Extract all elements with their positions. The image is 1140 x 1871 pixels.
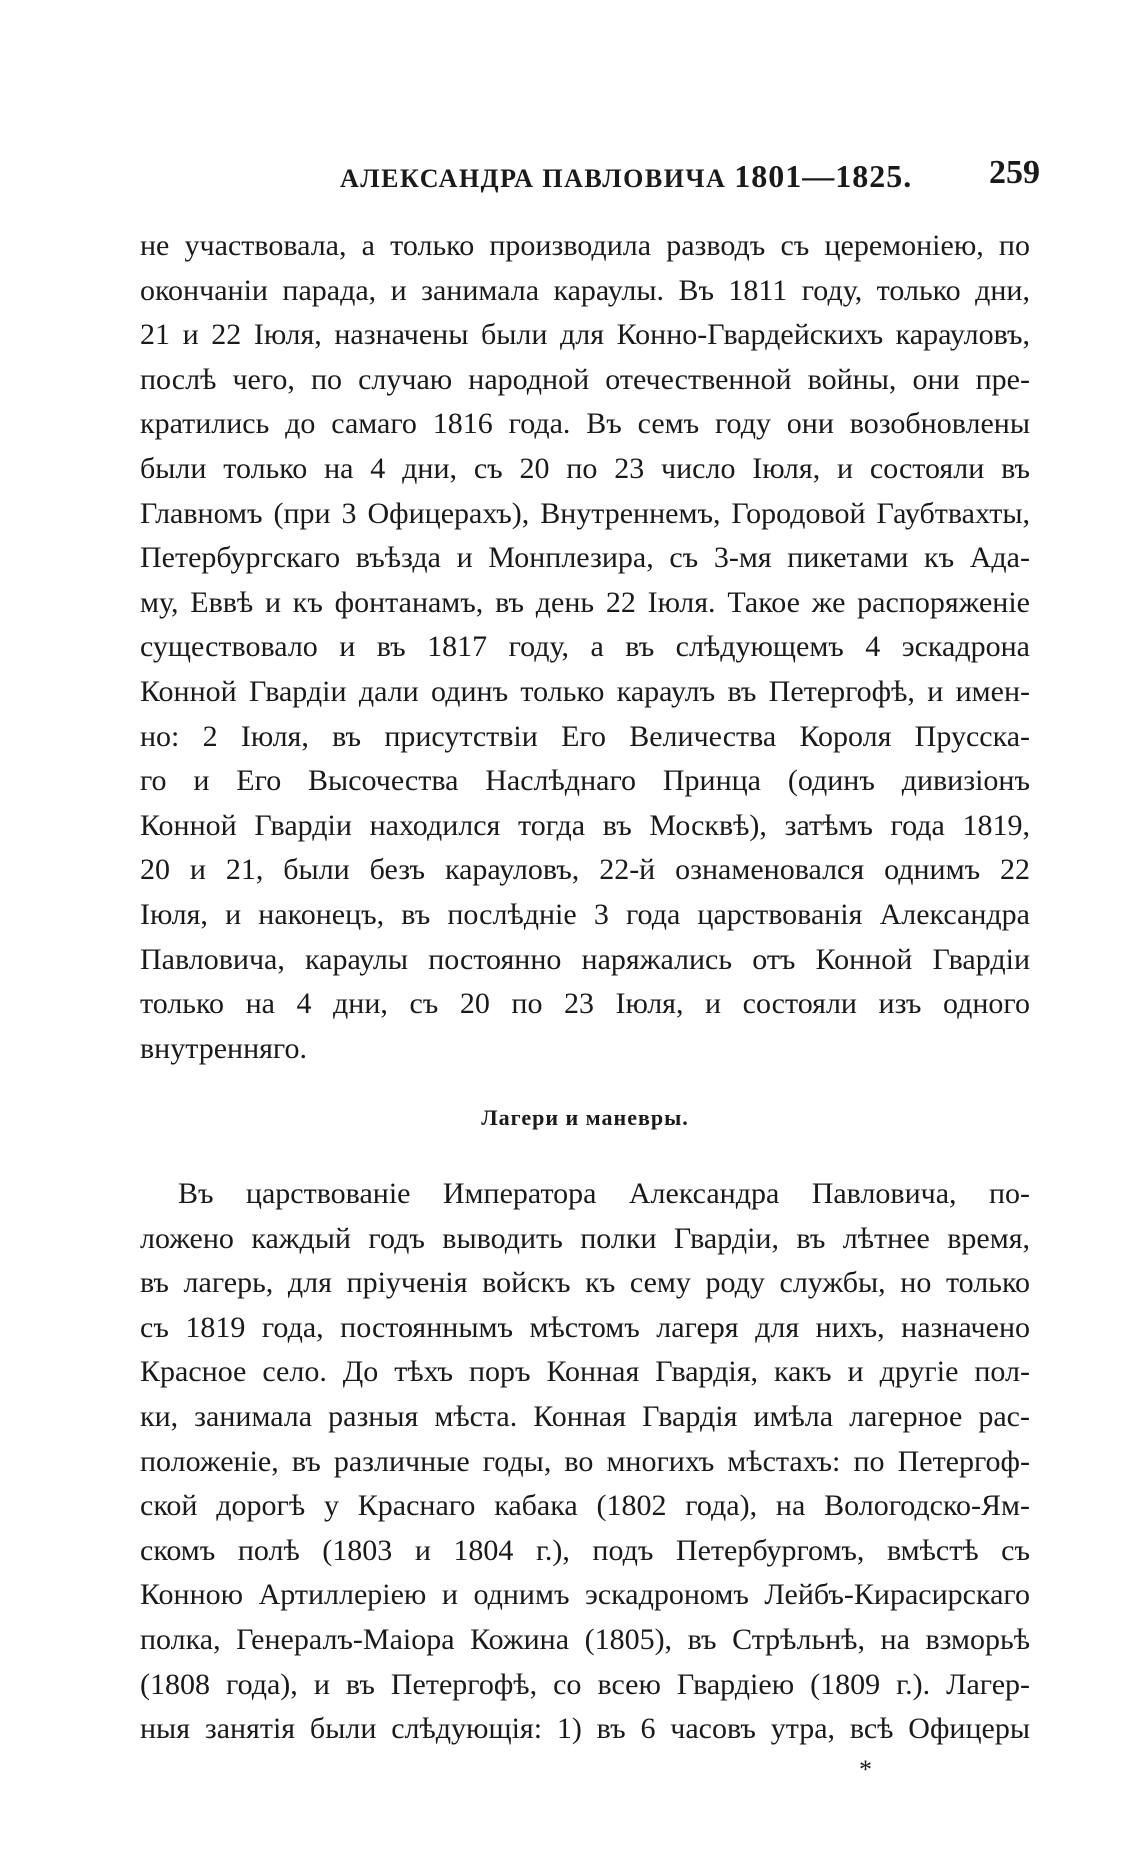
text-line: полка, Генералъ-Маіора Кожина (1805), въ Стрѣльнѣ, на взморьѣ xyxy=(140,1622,1030,1656)
text-line: Павловича, караулы постоянно наряжались отъ Конной Гвардіи xyxy=(140,942,1030,976)
text-line: Главномъ (при 3 Офицерахъ), Внутреннемъ, Городовой Гаубтвахты, xyxy=(140,496,1030,530)
text-line: съ 1819 года, постояннымъ мѣстомъ лагеря для нихъ, назначено xyxy=(140,1310,1030,1344)
paragraph-1 xyxy=(140,224,1030,1071)
text-line: 20 и 21, были безъ карауловъ, 22-й ознаменовался однимъ 22 xyxy=(140,853,1030,887)
text-line: 21 и 22 Іюля, назначены были для Конно-Гвардейскихъ карауловъ, xyxy=(140,318,1030,352)
text-line: ки, занимала разныя мѣста. Конная Гвардія имѣла лагерное рас- xyxy=(140,1399,1030,1433)
text-line: но: 2 Іюля, въ присутствіи Его Величества Короля Прусска- xyxy=(140,719,1030,753)
text-line: были только на 4 дни, съ 20 по 23 число Іюля, и состояли въ xyxy=(140,451,1030,485)
text-line: кратились до самаго 1816 года. Въ семъ году они возобновлены xyxy=(140,407,1030,441)
text-line: не участвовала, а только производила разводъ съ церемоніею, по xyxy=(140,229,1030,262)
text-line: ныя занятія были слѣдующія: 1) въ 6 часовъ утра, всѣ Офицеры xyxy=(140,1712,1030,1746)
text-line: ской дорогѣ у Краснаго кабака (1802 года), на Вологодско-Ям- xyxy=(140,1489,1030,1523)
running-title-text: АЛЕКСАНДРА ПАВЛОВИЧА xyxy=(340,164,727,193)
text-line: окончаніи парада, и занимала караулы. Въ 1811 году, только дни, xyxy=(140,273,1030,307)
text-line: послѣ чего, по случаю народной отечественной войны, они пре- xyxy=(140,362,1030,396)
text-line: Въ царствованіе Императора Александра Павловича, по- xyxy=(178,1177,1030,1210)
page-number: 259 xyxy=(989,154,1040,191)
text-line: въ лагерь, для пріученія войскъ къ сему роду службы, но только xyxy=(140,1266,1030,1300)
text-line: Конною Артиллеріею и однимъ эскадрономъ Лейбъ-Кирасирскаго xyxy=(140,1578,1030,1612)
text-line: Конной Гвардіи находился тогда въ Москвѣ), затѣмъ года 1819, xyxy=(140,808,1030,842)
running-head xyxy=(140,150,1040,200)
running-title-years: 1801—1825. xyxy=(734,158,913,194)
text-line: Іюля, и наконецъ, въ послѣдніе 3 года царствованія Александра xyxy=(140,897,1030,931)
text-line: положеніе, въ различные годы, во многихъ мѣстахъ: по Петергоф- xyxy=(140,1444,1030,1478)
text-line: Красное село. До тѣхъ поръ Конная Гвардія, какъ и другіе пол- xyxy=(140,1355,1030,1389)
footnote-mark: * xyxy=(859,1755,872,1784)
text-line: го и Его Высочества Наслѣднаго Принца (одинъ дивизіонъ xyxy=(140,764,1030,798)
text-line: Петербургскаго въѣзда и Монплезира, съ 3-мя пикетами къ Ада- xyxy=(140,541,1030,575)
paragraph-2 xyxy=(140,1172,1030,1752)
text-line: существовало и въ 1817 году, а въ слѣдующемъ 4 эскадрона xyxy=(140,630,1030,664)
text-line: ложено каждый годъ выводить полки Гвардіи, въ лѣтнее время, xyxy=(140,1221,1030,1255)
text-line: му, Еввѣ и къ фонтанамъ, въ день 22 Іюля. Такое же распоряженіе xyxy=(140,585,1030,619)
section-heading: Лагери и маневры. xyxy=(481,1105,689,1130)
text-line: только на 4 дни, съ 20 по 23 Іюля, и состояли изъ одного xyxy=(140,987,1030,1021)
text-line: внутренняго. xyxy=(140,1031,307,1065)
text-line: скомъ полѣ (1803 и 1804 г.), подъ Петербургомъ, вмѣстѣ съ xyxy=(140,1533,1030,1567)
text-line: Конной Гвардіи дали одинъ только караулъ въ Петергофѣ, и имен- xyxy=(140,674,1030,708)
text-line: (1808 года), и въ Петергофѣ, со всею Гвардіею (1809 г.). Лагер- xyxy=(140,1667,1030,1701)
running-title xyxy=(340,158,912,195)
